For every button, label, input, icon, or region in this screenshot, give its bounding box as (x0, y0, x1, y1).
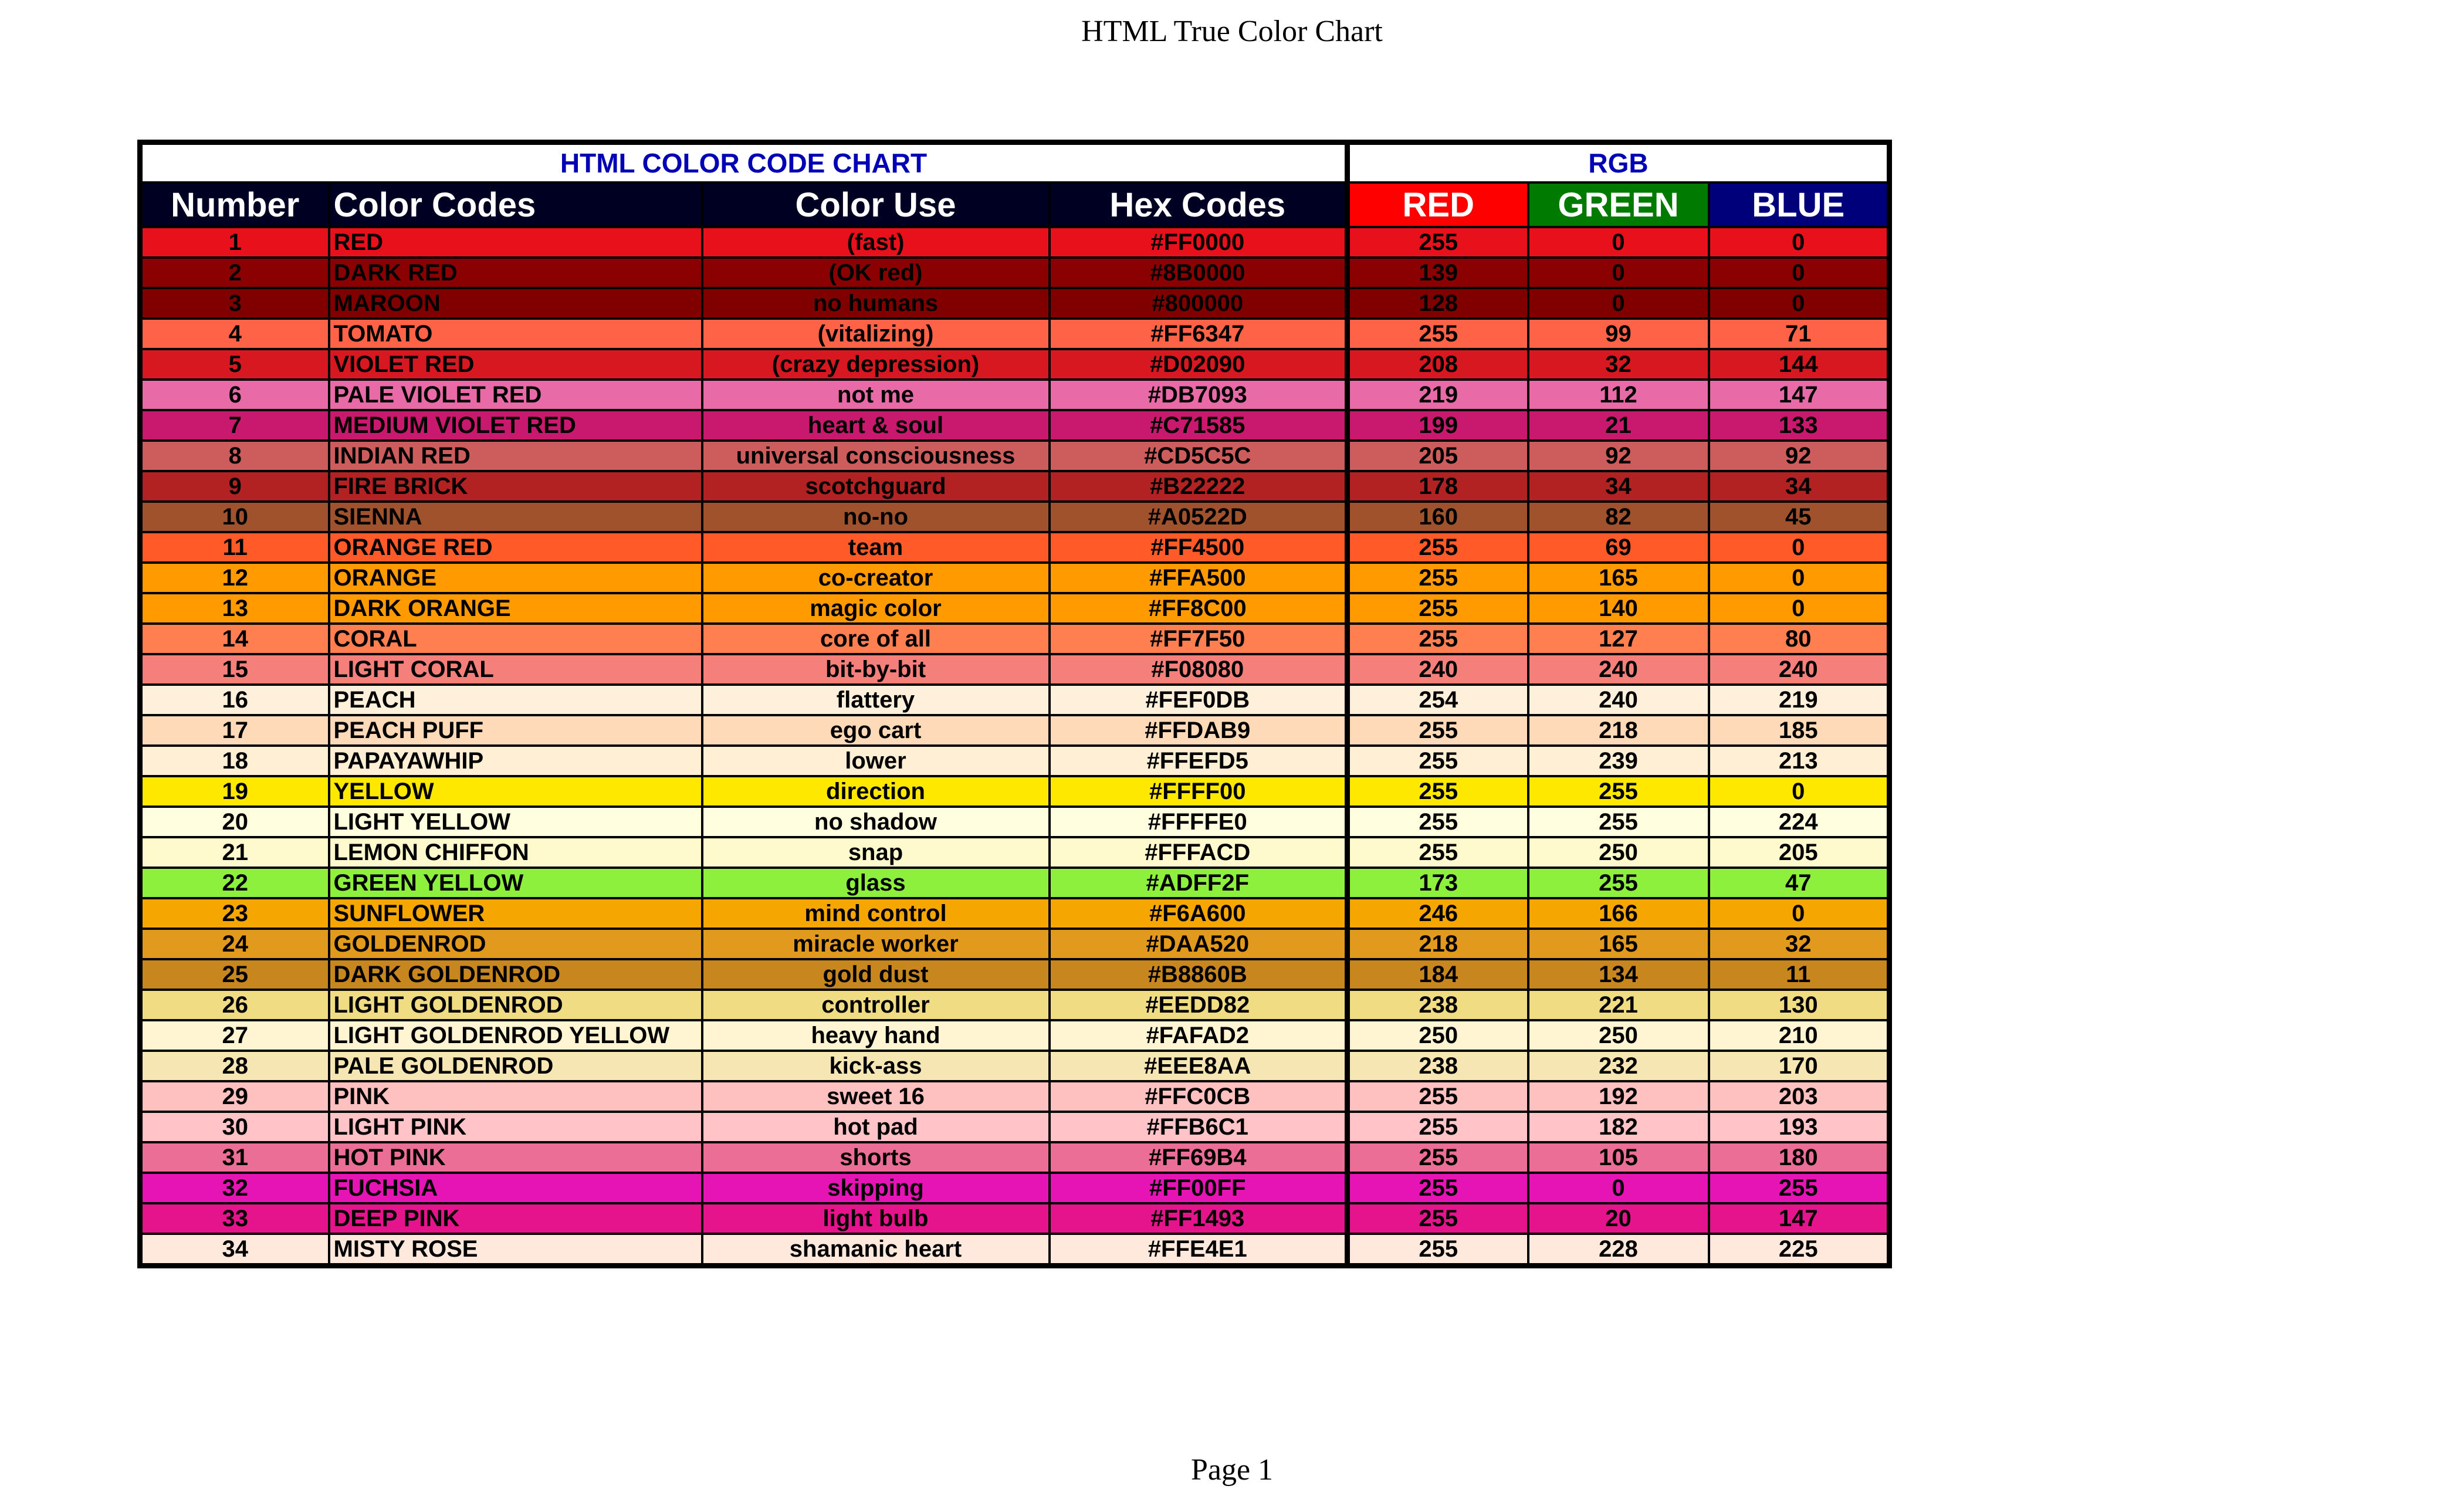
cell-green: 166 (1528, 898, 1709, 929)
cell-color-code: SUNFLOWER (329, 898, 702, 929)
cell-green: 221 (1528, 990, 1709, 1020)
cell-blue: 0 (1709, 563, 1890, 593)
cell-hex-code: #FFFFE0 (1050, 807, 1348, 837)
cell-blue: 144 (1709, 349, 1890, 380)
column-header-blue: BLUE (1709, 182, 1890, 227)
cell-color-use: shorts (702, 1142, 1050, 1173)
group-header-rgb: RGB (1348, 143, 1890, 183)
cell-number: 1 (140, 227, 329, 258)
cell-hex-code: #C71585 (1050, 410, 1348, 441)
cell-color-code: FUCHSIA (329, 1173, 702, 1203)
cell-blue: 130 (1709, 990, 1890, 1020)
table-row (140, 654, 1890, 685)
cell-red: 160 (1348, 502, 1528, 532)
table-row (140, 1203, 1890, 1234)
cell-green: 165 (1528, 929, 1709, 959)
table-row (140, 288, 1890, 319)
cell-blue: 0 (1709, 532, 1890, 563)
cell-color-code: LEMON CHIFFON (329, 837, 702, 868)
cell-blue: 45 (1709, 502, 1890, 532)
cell-color-code: LIGHT CORAL (329, 654, 702, 685)
cell-red: 255 (1348, 227, 1528, 258)
cell-green: 82 (1528, 502, 1709, 532)
cell-red: 255 (1348, 624, 1528, 654)
cell-number: 18 (140, 746, 329, 776)
cell-blue: 225 (1709, 1234, 1890, 1266)
cell-green: 182 (1528, 1112, 1709, 1142)
cell-color-code: RED (329, 227, 702, 258)
cell-hex-code: #FF69B4 (1050, 1142, 1348, 1173)
cell-color-use: (vitalizing) (702, 319, 1050, 349)
column-header-color-codes: Color Codes (329, 182, 702, 227)
cell-hex-code: #FFB6C1 (1050, 1112, 1348, 1142)
cell-hex-code: #B8860B (1050, 959, 1348, 990)
cell-red: 255 (1348, 746, 1528, 776)
cell-color-code: TOMATO (329, 319, 702, 349)
cell-number: 14 (140, 624, 329, 654)
cell-color-code: INDIAN RED (329, 441, 702, 471)
cell-blue: 147 (1709, 1203, 1890, 1234)
cell-number: 22 (140, 868, 329, 898)
cell-color-code: HOT PINK (329, 1142, 702, 1173)
table-row (140, 715, 1890, 746)
table-row (140, 837, 1890, 868)
table-row (140, 441, 1890, 471)
cell-number: 6 (140, 380, 329, 410)
cell-number: 33 (140, 1203, 329, 1234)
cell-green: 250 (1528, 1020, 1709, 1051)
cell-number: 4 (140, 319, 329, 349)
cell-number: 12 (140, 563, 329, 593)
cell-number: 29 (140, 1081, 329, 1112)
cell-green: 239 (1528, 746, 1709, 776)
cell-red: 205 (1348, 441, 1528, 471)
cell-color-use: no humans (702, 288, 1050, 319)
cell-color-code: PALE GOLDENROD (329, 1051, 702, 1081)
cell-green: 165 (1528, 563, 1709, 593)
cell-number: 19 (140, 776, 329, 807)
cell-green: 228 (1528, 1234, 1709, 1266)
table-row (140, 1142, 1890, 1173)
page-footer: Page 1 (1190, 1453, 1274, 1487)
cell-blue: 47 (1709, 868, 1890, 898)
cell-red: 255 (1348, 1112, 1528, 1142)
cell-red: 255 (1348, 776, 1528, 807)
cell-color-use: (fast) (702, 227, 1050, 258)
cell-color-use: gold dust (702, 959, 1050, 990)
cell-color-use: (crazy depression) (702, 349, 1050, 380)
table-row (140, 1112, 1890, 1142)
table-row (140, 410, 1890, 441)
table-row (140, 868, 1890, 898)
cell-hex-code: #FFDAB9 (1050, 715, 1348, 746)
cell-color-use: heart & soul (702, 410, 1050, 441)
cell-blue: 0 (1709, 776, 1890, 807)
cell-number: 9 (140, 471, 329, 502)
cell-hex-code: #FFA500 (1050, 563, 1348, 593)
cell-green: 140 (1528, 593, 1709, 624)
cell-number: 27 (140, 1020, 329, 1051)
cell-red: 255 (1348, 1234, 1528, 1266)
table-row (140, 929, 1890, 959)
cell-blue: 0 (1709, 593, 1890, 624)
cell-hex-code: #EEE8AA (1050, 1051, 1348, 1081)
cell-hex-code: #FF4500 (1050, 532, 1348, 563)
column-header-hex-codes: Hex Codes (1050, 182, 1348, 227)
cell-red: 173 (1348, 868, 1528, 898)
cell-red: 128 (1348, 288, 1528, 319)
cell-color-use: flattery (702, 685, 1050, 715)
cell-number: 20 (140, 807, 329, 837)
cell-red: 208 (1348, 349, 1528, 380)
cell-green: 34 (1528, 471, 1709, 502)
cell-number: 2 (140, 258, 329, 288)
cell-green: 32 (1528, 349, 1709, 380)
cell-blue: 34 (1709, 471, 1890, 502)
cell-hex-code: #FEF0DB (1050, 685, 1348, 715)
cell-color-use: sweet 16 (702, 1081, 1050, 1112)
cell-red: 255 (1348, 715, 1528, 746)
table-row (140, 258, 1890, 288)
cell-blue: 147 (1709, 380, 1890, 410)
color-chart-table (137, 140, 1892, 1268)
cell-color-code: PINK (329, 1081, 702, 1112)
table-row (140, 532, 1890, 563)
cell-red: 246 (1348, 898, 1528, 929)
cell-green: 92 (1528, 441, 1709, 471)
cell-color-code: VIOLET RED (329, 349, 702, 380)
cell-green: 0 (1528, 288, 1709, 319)
cell-hex-code: #FF00FF (1050, 1173, 1348, 1203)
cell-hex-code: #8B0000 (1050, 258, 1348, 288)
cell-hex-code: #FFEFD5 (1050, 746, 1348, 776)
table-row (140, 624, 1890, 654)
table-row (140, 593, 1890, 624)
cell-hex-code: #B22222 (1050, 471, 1348, 502)
cell-red: 255 (1348, 1142, 1528, 1173)
cell-blue: 185 (1709, 715, 1890, 746)
table-row (140, 380, 1890, 410)
table-row (140, 807, 1890, 837)
table-row (140, 227, 1890, 258)
table-row (140, 990, 1890, 1020)
group-header-html-color-code-chart: HTML COLOR CODE CHART (140, 143, 1348, 183)
cell-red: 255 (1348, 532, 1528, 563)
column-header-row (140, 182, 1890, 227)
cell-blue: 80 (1709, 624, 1890, 654)
cell-green: 0 (1528, 1173, 1709, 1203)
cell-red: 240 (1348, 654, 1528, 685)
table-row (140, 1173, 1890, 1203)
cell-number: 21 (140, 837, 329, 868)
cell-number: 34 (140, 1234, 329, 1266)
cell-green: 255 (1528, 868, 1709, 898)
cell-color-code: SIENNA (329, 502, 702, 532)
cell-hex-code: #F08080 (1050, 654, 1348, 685)
cell-green: 240 (1528, 654, 1709, 685)
table-row (140, 319, 1890, 349)
cell-color-code: GREEN YELLOW (329, 868, 702, 898)
cell-hex-code: #ADFF2F (1050, 868, 1348, 898)
cell-color-use: magic color (702, 593, 1050, 624)
cell-red: 255 (1348, 807, 1528, 837)
cell-green: 255 (1528, 807, 1709, 837)
cell-number: 32 (140, 1173, 329, 1203)
cell-number: 16 (140, 685, 329, 715)
cell-color-code: PEACH PUFF (329, 715, 702, 746)
cell-number: 15 (140, 654, 329, 685)
cell-hex-code: #A0522D (1050, 502, 1348, 532)
cell-red: 184 (1348, 959, 1528, 990)
cell-color-use: skipping (702, 1173, 1050, 1203)
cell-blue: 255 (1709, 1173, 1890, 1203)
cell-color-code: LIGHT GOLDENROD (329, 990, 702, 1020)
table-row (140, 471, 1890, 502)
cell-green: 240 (1528, 685, 1709, 715)
cell-color-use: not me (702, 380, 1050, 410)
cell-color-use: co-creator (702, 563, 1050, 593)
cell-color-code: PALE VIOLET RED (329, 380, 702, 410)
column-header-number: Number (140, 182, 329, 227)
table-row (140, 898, 1890, 929)
cell-red: 199 (1348, 410, 1528, 441)
cell-color-use: (OK red) (702, 258, 1050, 288)
cell-green: 134 (1528, 959, 1709, 990)
cell-number: 10 (140, 502, 329, 532)
cell-color-use: bit-by-bit (702, 654, 1050, 685)
cell-number: 24 (140, 929, 329, 959)
cell-number: 8 (140, 441, 329, 471)
cell-red: 218 (1348, 929, 1528, 959)
cell-red: 178 (1348, 471, 1528, 502)
table-row (140, 1051, 1890, 1081)
cell-blue: 11 (1709, 959, 1890, 990)
cell-red: 255 (1348, 837, 1528, 868)
cell-hex-code: #FF8C00 (1050, 593, 1348, 624)
table-row (140, 563, 1890, 593)
cell-color-use: no shadow (702, 807, 1050, 837)
cell-red: 139 (1348, 258, 1528, 288)
cell-hex-code: #EEDD82 (1050, 990, 1348, 1020)
cell-green: 105 (1528, 1142, 1709, 1173)
cell-red: 255 (1348, 1081, 1528, 1112)
cell-color-use: direction (702, 776, 1050, 807)
cell-hex-code: #FFE4E1 (1050, 1234, 1348, 1266)
cell-color-use: mind control (702, 898, 1050, 929)
cell-color-use: core of all (702, 624, 1050, 654)
cell-blue: 240 (1709, 654, 1890, 685)
cell-blue: 71 (1709, 319, 1890, 349)
cell-number: 31 (140, 1142, 329, 1173)
cell-blue: 32 (1709, 929, 1890, 959)
cell-red: 219 (1348, 380, 1528, 410)
cell-hex-code: #DAA520 (1050, 929, 1348, 959)
cell-blue: 170 (1709, 1051, 1890, 1081)
cell-red: 250 (1348, 1020, 1528, 1051)
cell-hex-code: #FFFF00 (1050, 776, 1348, 807)
cell-color-use: ego cart (702, 715, 1050, 746)
cell-color-use: heavy hand (702, 1020, 1050, 1051)
cell-hex-code: #DB7093 (1050, 380, 1348, 410)
cell-number: 13 (140, 593, 329, 624)
cell-number: 28 (140, 1051, 329, 1081)
cell-green: 250 (1528, 837, 1709, 868)
cell-color-use: hot pad (702, 1112, 1050, 1142)
cell-hex-code: #F6A600 (1050, 898, 1348, 929)
cell-blue: 219 (1709, 685, 1890, 715)
cell-red: 255 (1348, 563, 1528, 593)
cell-number: 7 (140, 410, 329, 441)
cell-red: 238 (1348, 1051, 1528, 1081)
cell-blue: 0 (1709, 227, 1890, 258)
table-row (140, 349, 1890, 380)
cell-color-code: MISTY ROSE (329, 1234, 702, 1266)
cell-red: 255 (1348, 1203, 1528, 1234)
cell-blue: 205 (1709, 837, 1890, 868)
cell-green: 0 (1528, 227, 1709, 258)
cell-number: 17 (140, 715, 329, 746)
cell-blue: 180 (1709, 1142, 1890, 1173)
cell-color-code: GOLDENROD (329, 929, 702, 959)
cell-hex-code: #FF6347 (1050, 319, 1348, 349)
cell-color-use: universal consciousness (702, 441, 1050, 471)
cell-blue: 203 (1709, 1081, 1890, 1112)
cell-hex-code: #FF7F50 (1050, 624, 1348, 654)
cell-blue: 92 (1709, 441, 1890, 471)
cell-color-code: DEEP PINK (329, 1203, 702, 1234)
cell-color-code: FIRE BRICK (329, 471, 702, 502)
cell-red: 238 (1348, 990, 1528, 1020)
cell-red: 255 (1348, 319, 1528, 349)
cell-blue: 213 (1709, 746, 1890, 776)
table-row (140, 1234, 1890, 1266)
cell-number: 30 (140, 1112, 329, 1142)
cell-number: 3 (140, 288, 329, 319)
column-header-color-use: Color Use (702, 182, 1050, 227)
cell-blue: 210 (1709, 1020, 1890, 1051)
cell-blue: 0 (1709, 288, 1890, 319)
cell-green: 20 (1528, 1203, 1709, 1234)
cell-number: 25 (140, 959, 329, 990)
cell-hex-code: #800000 (1050, 288, 1348, 319)
table-row (140, 746, 1890, 776)
cell-color-code: LIGHT GOLDENROD YELLOW (329, 1020, 702, 1051)
cell-color-use: shamanic heart (702, 1234, 1050, 1266)
cell-number: 23 (140, 898, 329, 929)
cell-color-use: miracle worker (702, 929, 1050, 959)
cell-color-use: light bulb (702, 1203, 1050, 1234)
cell-hex-code: #D02090 (1050, 349, 1348, 380)
page-title: HTML True Color Chart (1081, 15, 1383, 48)
table-row (140, 1020, 1890, 1051)
cell-hex-code: #FF1493 (1050, 1203, 1348, 1234)
cell-color-code: DARK ORANGE (329, 593, 702, 624)
cell-hex-code: #FAFAD2 (1050, 1020, 1348, 1051)
cell-green: 127 (1528, 624, 1709, 654)
color-rows (140, 227, 1890, 1266)
table-row (140, 685, 1890, 715)
cell-color-code: ORANGE (329, 563, 702, 593)
column-header-green: GREEN (1528, 182, 1709, 227)
cell-blue: 0 (1709, 258, 1890, 288)
cell-color-use: kick-ass (702, 1051, 1050, 1081)
cell-green: 218 (1528, 715, 1709, 746)
cell-color-code: DARK RED (329, 258, 702, 288)
column-header-red: RED (1348, 182, 1528, 227)
cell-color-code: YELLOW (329, 776, 702, 807)
cell-blue: 133 (1709, 410, 1890, 441)
cell-color-use: no-no (702, 502, 1050, 532)
table-row (140, 776, 1890, 807)
cell-green: 192 (1528, 1081, 1709, 1112)
cell-color-code: MAROON (329, 288, 702, 319)
cell-green: 0 (1528, 258, 1709, 288)
cell-color-use: snap (702, 837, 1050, 868)
cell-green: 99 (1528, 319, 1709, 349)
cell-green: 69 (1528, 532, 1709, 563)
cell-color-use: scotchguard (702, 471, 1050, 502)
cell-number: 11 (140, 532, 329, 563)
cell-color-code: PAPAYAWHIP (329, 746, 702, 776)
cell-color-code: LIGHT PINK (329, 1112, 702, 1142)
cell-color-code: PEACH (329, 685, 702, 715)
group-header-row (140, 143, 1890, 183)
cell-color-code: DARK GOLDENROD (329, 959, 702, 990)
cell-green: 232 (1528, 1051, 1709, 1081)
cell-color-use: lower (702, 746, 1050, 776)
cell-color-code: CORAL (329, 624, 702, 654)
cell-blue: 193 (1709, 1112, 1890, 1142)
cell-number: 5 (140, 349, 329, 380)
cell-green: 255 (1528, 776, 1709, 807)
table-row (140, 959, 1890, 990)
cell-hex-code: #FFC0CB (1050, 1081, 1348, 1112)
cell-blue: 0 (1709, 898, 1890, 929)
cell-hex-code: #CD5C5C (1050, 441, 1348, 471)
cell-color-code: MEDIUM VIOLET RED (329, 410, 702, 441)
cell-hex-code: #FFFACD (1050, 837, 1348, 868)
cell-hex-code: #FF0000 (1050, 227, 1348, 258)
cell-color-use: team (702, 532, 1050, 563)
table-row (140, 1081, 1890, 1112)
cell-green: 21 (1528, 410, 1709, 441)
cell-color-use: controller (702, 990, 1050, 1020)
cell-color-code: LIGHT YELLOW (329, 807, 702, 837)
table-row (140, 502, 1890, 532)
cell-number: 26 (140, 990, 329, 1020)
cell-red: 254 (1348, 685, 1528, 715)
cell-green: 112 (1528, 380, 1709, 410)
cell-red: 255 (1348, 1173, 1528, 1203)
cell-blue: 224 (1709, 807, 1890, 837)
cell-color-use: glass (702, 868, 1050, 898)
cell-color-code: ORANGE RED (329, 532, 702, 563)
cell-red: 255 (1348, 593, 1528, 624)
